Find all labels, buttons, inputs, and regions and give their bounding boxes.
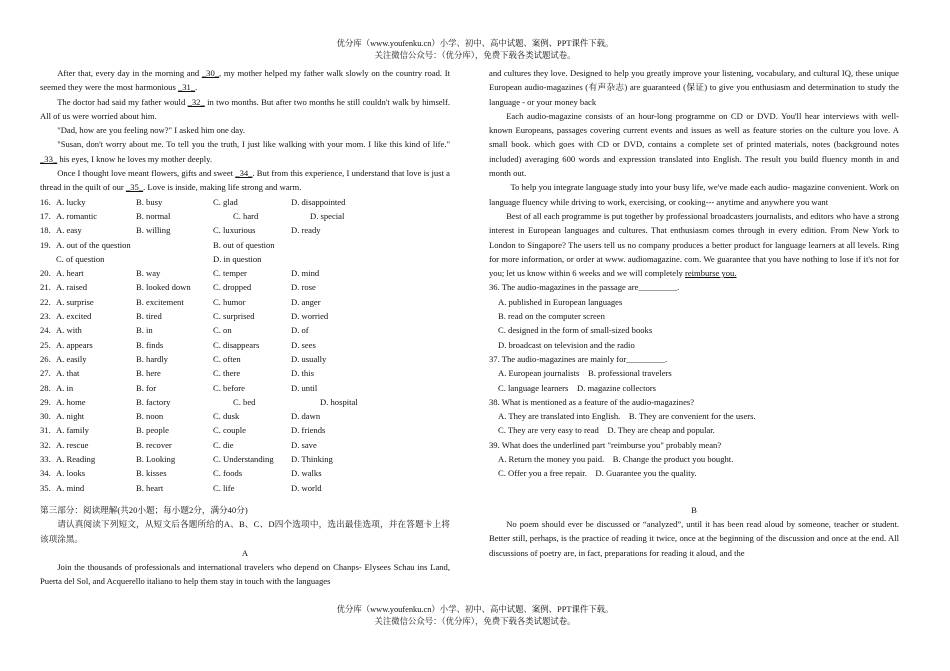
question-stem: 37. The audio-magazines are mainly for_________. bbox=[489, 353, 668, 364]
page-footer bbox=[0, 604, 950, 628]
passage-a-paragraph-3: To help you integrate language study into your busy life, we've made each audio- magazine convenient. Work on language fluency while driving to work, exercising, or cooking--- anytime and anywhere you want bbox=[489, 182, 899, 207]
header-line-2: 关注微信公众号：（优分库），免费下载各类试题试卷。 bbox=[374, 51, 576, 60]
question-option: A. Return the money you paid. B. Change the product you bought. bbox=[498, 454, 734, 465]
options-list bbox=[40, 195, 450, 495]
passage-a-paragraph-1-end: and cultures they love. Designed to help you greatly improve your listening, vocabulary, and cultural IQ, these unique European audio-magazines (有声杂志) are guaranteed (保证) to give you enthusiasm and determination to study the language - or your money back bbox=[489, 68, 899, 107]
blank-35: _35_ bbox=[125, 182, 144, 193]
option-row: C. of question D. in question bbox=[56, 253, 262, 264]
blank-32: _32_ bbox=[187, 96, 205, 107]
section-3-title: 第三部分：阅读理解(共20小题；每小题2分，满分40分) bbox=[40, 504, 248, 515]
footer-line-2: 关注微信公众号：（优分库），免费下载各类试题试卷。 bbox=[374, 617, 576, 626]
option-row: 28. A. in B. for C. before D. until bbox=[40, 382, 318, 393]
right-column bbox=[489, 66, 899, 560]
option-row: 18. A. easy B. willing C. luxurious D. ready bbox=[40, 225, 321, 236]
blank-34: _34_ bbox=[235, 168, 253, 179]
blank-30: _30_ bbox=[201, 68, 220, 78]
cloze-paragraph-1: After that, every day in the morning and _30_, my mother helped my father walk slowly on the country road. It seemed they were the most harmonious _31_. bbox=[40, 68, 450, 93]
footer-line-1: 优分库（www.youfenku.cn）小学、初中、高中试题、案例、PPT课件下载。 bbox=[336, 605, 614, 614]
question-option: C. They are very easy to read D. They are cheap and popular. bbox=[498, 425, 715, 436]
option-row: 23. A. excited B. tired C. surprised D. worried bbox=[40, 311, 329, 322]
question-option: C. designed in the form of small-sized books bbox=[498, 325, 653, 336]
question-37 bbox=[489, 352, 899, 395]
question-option: A. published in European languages bbox=[498, 296, 623, 307]
cloze-paragraph-5: Once I thought love meant flowers, gifts and sweet _34_. But from this experience, I understand that love is just a thread in the quilt of our _35_. Love is inside, making life strong and warm. bbox=[40, 168, 450, 193]
option-row: 21. A. raised B. looked down C. dropped D. rose bbox=[40, 282, 316, 293]
header-line-1: 优分库（www.youfenku.cn）小学、初中、高中试题、案例、PPT课件下载。 bbox=[336, 39, 614, 48]
question-option: C. language learners D. magazine collectors bbox=[498, 382, 656, 393]
question-option: D. broadcast on television and the radio bbox=[498, 339, 635, 350]
option-row: 16. A. lucky B. busy C. glad D. disappointed bbox=[40, 196, 346, 207]
question-stem: 36. The audio-magazines in the passage are_________. bbox=[489, 282, 680, 293]
option-row: 20. A. heart B. way C. temper D. mind bbox=[40, 268, 320, 279]
question-38 bbox=[489, 395, 899, 438]
blank-33: _33_ bbox=[40, 153, 58, 164]
page-header bbox=[0, 38, 950, 62]
option-row: 19. A. out of the question B. out of question bbox=[40, 239, 275, 250]
option-row: 34. A. looks B. kisses C. foods D. walks bbox=[40, 468, 322, 479]
option-row: 33. A. Reading B. Looking C. Understanding D. Thinking bbox=[40, 454, 333, 465]
option-row: 22. A. surprise B. excitement C. humor D. anger bbox=[40, 296, 321, 307]
option-row: 24. A. with B. in C. on D. of bbox=[40, 325, 309, 336]
question-39 bbox=[489, 438, 899, 481]
option-row: 25. A. appears B. finds C. disappears D. sees bbox=[40, 339, 316, 350]
left-column bbox=[40, 66, 450, 589]
option-row: 17. A. romantic B. normal C. hard D. special bbox=[40, 210, 345, 221]
question-36 bbox=[489, 280, 899, 351]
section-3-instruction: 请认真阅读下列短文，从短文后各题所给的A、B、C、D四个选项中，选出最佳选项，并在答题卡上将该项涂黑。 bbox=[40, 519, 450, 544]
option-row: 32. A. rescue B. recover C. die D. save bbox=[40, 439, 317, 450]
question-option: C. Offer you a free repair. D. Guarantee you the quality. bbox=[498, 468, 697, 479]
option-row: 27. A. that B. here C. there D. this bbox=[40, 368, 314, 379]
question-stem: 39. What does the underlined part "reimburse you" probably mean? bbox=[489, 439, 722, 450]
reimburse-underline: reimburse you. bbox=[684, 268, 737, 279]
cloze-paragraph-3: "Dad, how are you feeling now?" I asked him one day. bbox=[57, 125, 246, 136]
blank-31: _31_ bbox=[177, 82, 196, 93]
option-row: 35. A. mind B. heart C. life D. world bbox=[40, 482, 322, 493]
passage-a-label: A bbox=[241, 547, 249, 558]
option-row: 30. A. night B. noon C. dusk D. dawn bbox=[40, 411, 321, 422]
question-option: A. They are translated into English. B. They are convenient for the users. bbox=[498, 411, 756, 422]
passage-a-paragraph-2: Each audio-magazine consists of an hour-long programme on CD or DVD. You'll hear interviews with well-known Europeans, passages covering current events and issues as well as feature stories on the culture you love. A small book. which goes with CD or DVD, contains a complete set of printed materials, notes (background notes included) averaging 600 words and expression translated into English. The result you build fluency month in and month out. bbox=[489, 110, 899, 179]
passage-a-paragraph-1-start: Join the thousands of professionals and international travelers who depend on Chanps- Elysees Schau ins Land, Puerta del Sol, and Acquerello italiano to help them stay in touch with the languages bbox=[40, 562, 450, 587]
passage-a-paragraph-4: Best of all each programme is put together by professional broadcasters journalists, and editors who have a strong interest in European languages and cultures. That enthusiasm comes through in every edition. From New York to London to Singapore? The users tell us no company produces a better product for language learners at all levels. Ring for more information, or order at www. audiomagazine. com. We guarantee that you have nothing to lose if it's not for you; let us know within 6 weeks and we will completely reimburse you. bbox=[489, 210, 899, 279]
cloze-paragraph-4: "Susan, don't worry about me. To tell you the truth, I just like walking with your mom. I like this kind of life." _33_ his eyes, I know he loves my mother deeply. bbox=[40, 139, 450, 164]
question-option: A. European journalists B. professional travelers bbox=[498, 368, 672, 379]
question-stem: 38. What is mentioned as a feature of the audio-magazines? bbox=[489, 396, 695, 407]
question-option: B. read on the computer screen bbox=[498, 311, 605, 322]
option-row: 26. A. easily B. hardly C. often D. usually bbox=[40, 353, 327, 364]
option-row: 31. A. family B. people C. couple D. friends bbox=[40, 425, 326, 436]
cloze-paragraph-2: The doctor had said my father would _32_ in two months. But after two months he still couldn't walk by himself. All of us were worried about him. bbox=[40, 96, 451, 121]
passage-b-label: B bbox=[691, 504, 697, 515]
option-row: 29. A. home B. factory C. bed D. hospital bbox=[40, 396, 358, 407]
passage-b-paragraph-1: No poem should ever be discussed or “analyzed”, until it has been read aloud by someone, teacher or student. Better still, perhaps, is the practice of reading it twice, once at the beginning of the discussion and once at the end. All discussions of poetry are, in fact, preparations for reading it aloud, and the bbox=[489, 518, 899, 558]
